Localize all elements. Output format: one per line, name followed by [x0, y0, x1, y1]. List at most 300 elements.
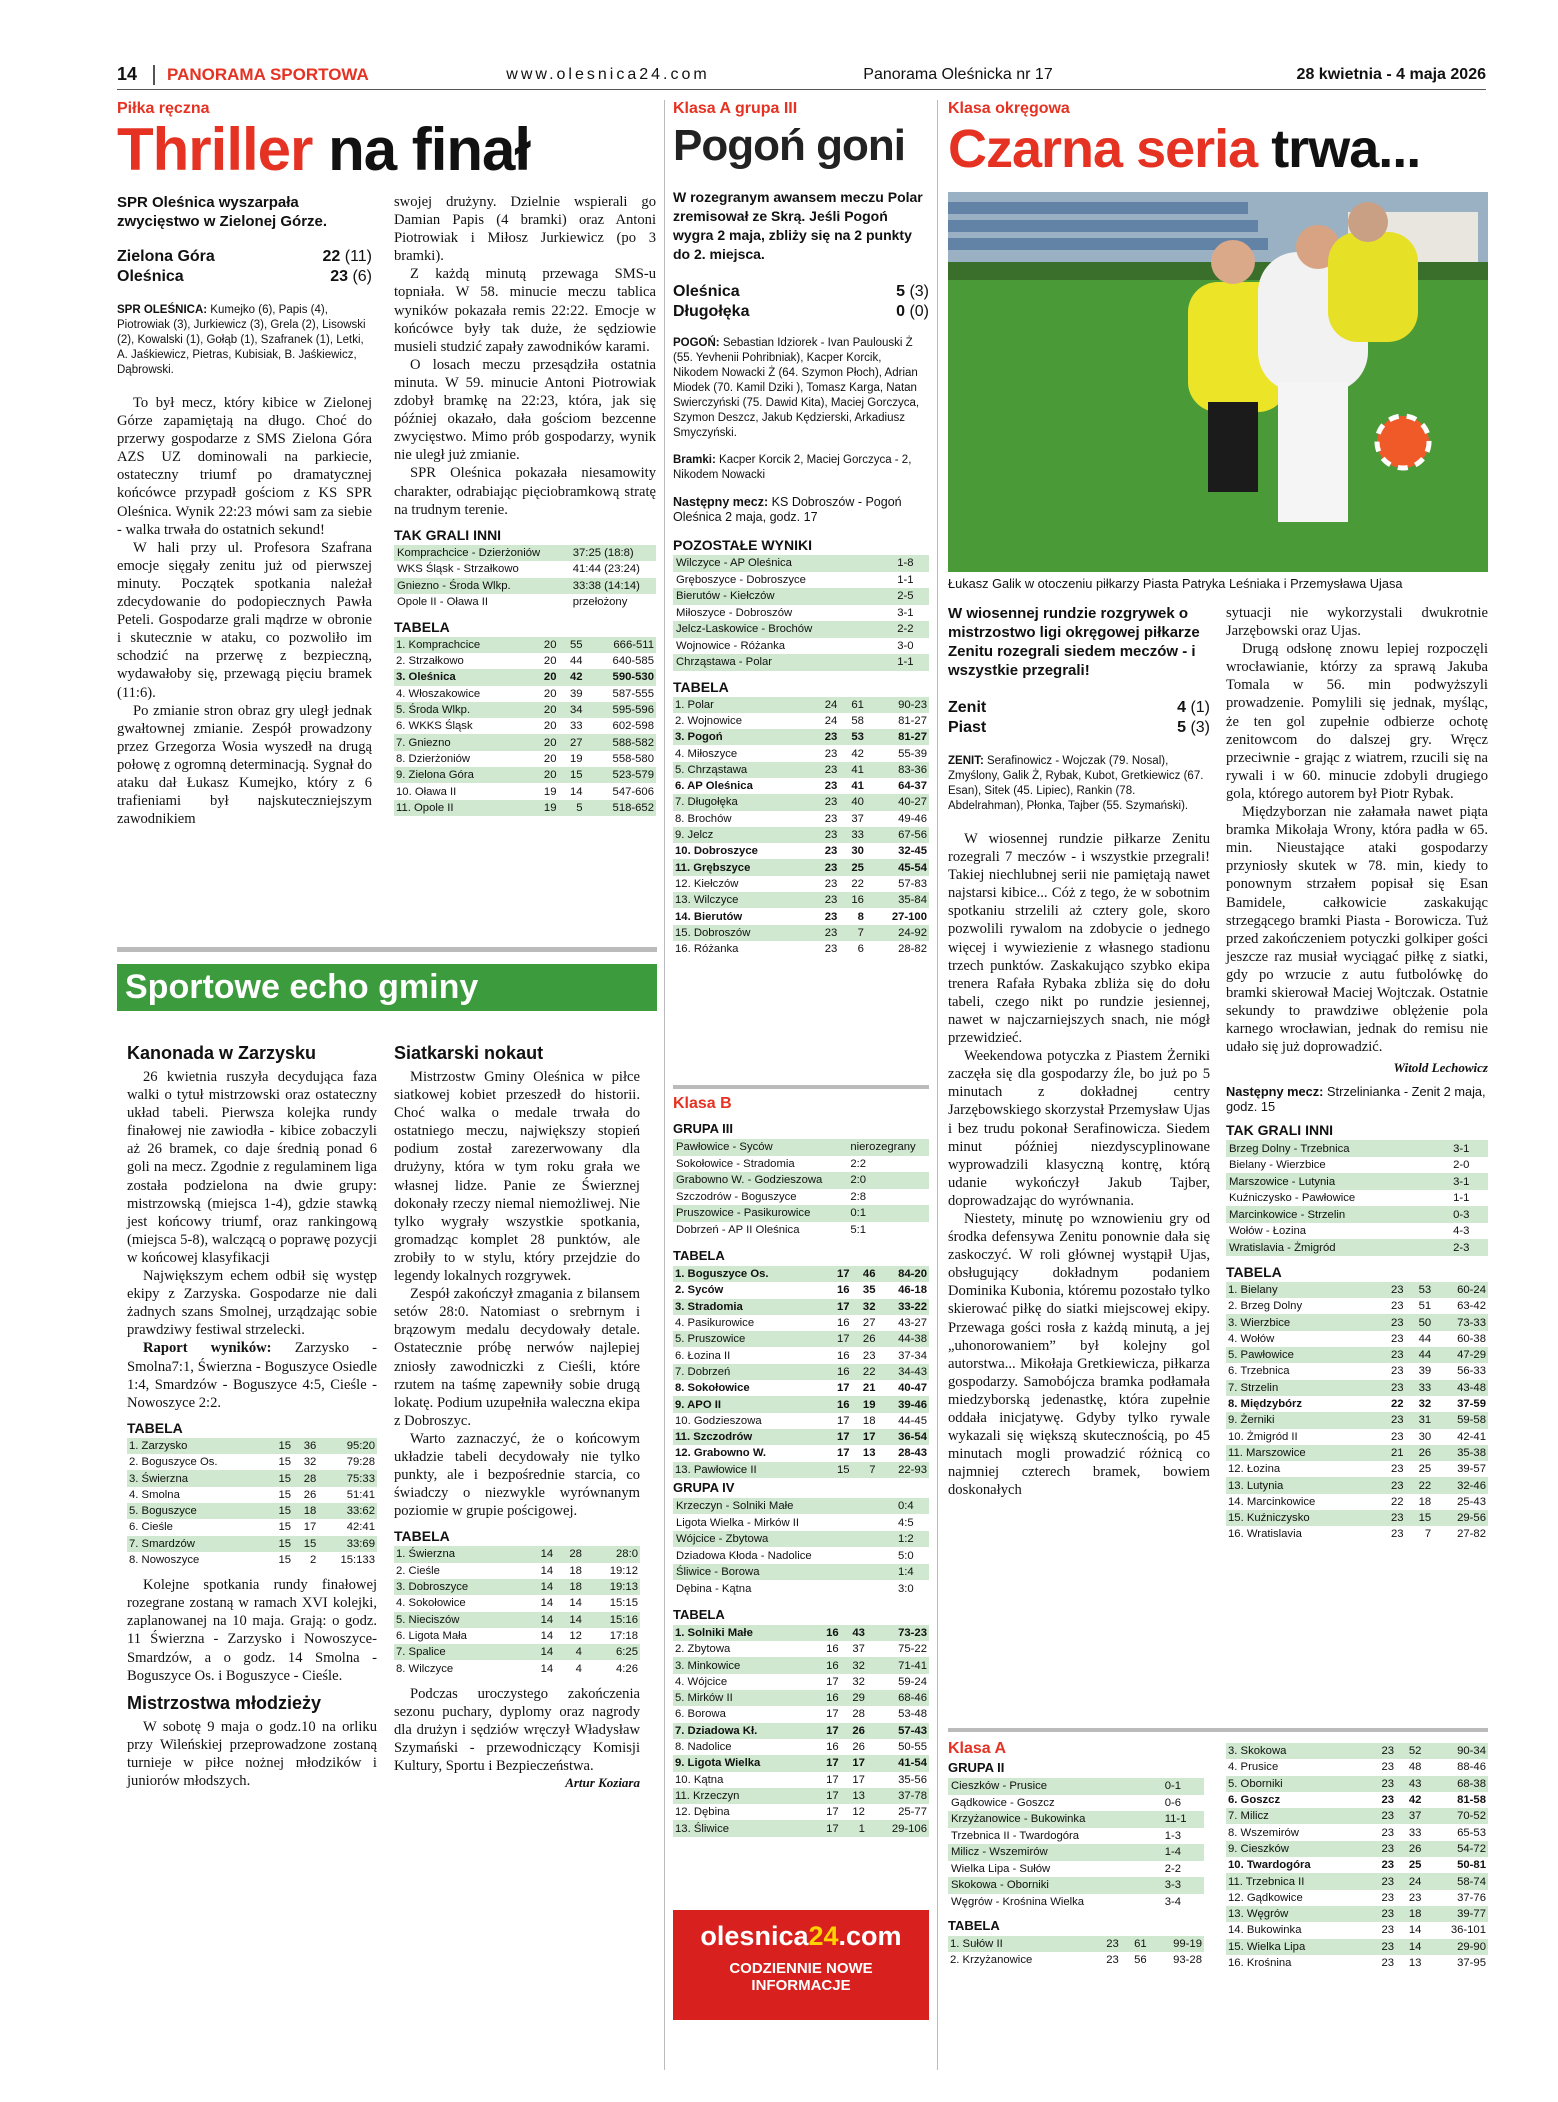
table-row [673, 1547, 929, 1564]
ad-banner[interactable] [673, 1910, 929, 2020]
table-cell: 23 [1381, 1891, 1395, 1904]
table-cell: 2-3 [1450, 1239, 1488, 1256]
table-cell: 23 [1378, 1510, 1406, 1526]
table-cell: 6:25 [584, 1644, 640, 1660]
table-cell: 1 [841, 1820, 867, 1836]
league-table [673, 697, 929, 958]
table-cell: 20 [532, 637, 558, 653]
ad-brand-num: 24 [808, 1921, 839, 1951]
table-row [948, 1877, 1204, 1894]
table-row [1226, 1526, 1488, 1542]
table-cell: 558-580 [612, 752, 654, 765]
author: Witold Lechowicz [1393, 1060, 1488, 1076]
table-cell: 2-2 [1164, 1862, 1182, 1875]
table-row [673, 1364, 929, 1380]
table-cell: 46 [852, 1266, 878, 1282]
table-row [673, 1315, 929, 1331]
table-cell: 26 [303, 1488, 317, 1501]
table-cell: 30 [1418, 1430, 1432, 1443]
table-cell: 1-8 [894, 555, 929, 572]
table-row [673, 1413, 929, 1429]
table-cell: 33:38 (14:14) [570, 578, 656, 595]
scoreboard [948, 698, 1210, 738]
table-cell: 2-5 [894, 588, 929, 605]
table-cell: 42:41 [346, 1521, 375, 1534]
score-row [117, 267, 372, 287]
table-cell: 1:4 [895, 1564, 929, 1581]
table-row [673, 605, 929, 622]
table-cell: Dobrzeń - AP II Oleśnica [676, 1223, 800, 1236]
table-cell: 33-22 [878, 1299, 930, 1315]
table-row [394, 1579, 640, 1595]
goals: 23 [330, 268, 348, 285]
table-cell: 9. Jelcz [673, 827, 813, 843]
paragraph [127, 1339, 377, 1411]
paragraph: 26 kwietnia ruszyła decydująca faza walki o tytuł mistrzowski oraz ostateczny układ tabeli. Pierwsza kolejka rundy finałowej nie zawiodła - kibice zobaczyli aż 26 bramek, co daje średnią ponad 6 goli na mecz. Zgodnie z regulaminem liga została podzielona na dwie grupy: mistrzowską (miejsca 1-4), gdzie stawką jest końcowy triumf, oraz rankingową (miejsca 5-8), walczącą o poprawę pozycji w końcowej klasyfikacji [127, 1069, 377, 1266]
echo-box [117, 947, 657, 1011]
league-table [394, 1546, 640, 1676]
table-cell: 17 [826, 1266, 852, 1282]
table-cell: 34-43 [878, 1364, 930, 1380]
table-cell: 5 [559, 800, 585, 816]
table-row [673, 778, 929, 794]
table-cell: 3. Wierzbice [1226, 1314, 1378, 1330]
table-cell: 42 [559, 669, 585, 685]
body-text [127, 1718, 377, 1790]
kicker: Klasa okręgowa [948, 100, 1070, 117]
table-cell: 6. Ligota Mała [396, 1629, 467, 1642]
paragraph: Weekendowa potyczka z Piastem Żerniki zaczęła się dla gospodarzy źle, bo już po 5 minutach z dokładnej centry Jarzębowskiego skorzystał Przemysław Ujas i bez trudu pokonał Serafinowicza. Siedem minut później niezdyscyplinowane wyprowadzili klasyczną kontrę, którą udanie wykończył Jakub Tajber, doprowadzając do wyrównania. [948, 1048, 1210, 1209]
echo-title: Sportowe echo gminy [117, 964, 657, 1011]
table-row [673, 1299, 929, 1315]
table-cell: Wilczyce - AP Oleśnica [673, 555, 894, 572]
table-row [673, 1156, 929, 1173]
table-cell: 13 [841, 1788, 867, 1804]
table-cell: 28-82 [898, 943, 927, 956]
table-cell: 23 [1369, 1841, 1396, 1857]
table-cell: 19 [852, 1396, 878, 1412]
table-cell: 24-92 [866, 925, 929, 941]
table-row [673, 621, 929, 638]
table-cell: 1:2 [895, 1531, 929, 1548]
table-cell: 18 [555, 1579, 584, 1595]
table-cell: 50-55 [898, 1741, 927, 1754]
table-cell: 51:41 [346, 1488, 375, 1501]
table-cell: 23 [1381, 1761, 1395, 1774]
table-cell: 33 [569, 720, 583, 733]
body-text [948, 830, 1210, 1499]
table-cell: 4. Miłoszyce [675, 747, 738, 760]
table-cell: 20 [543, 752, 557, 765]
table-row [394, 1660, 640, 1676]
table-cell: 29-106 [867, 1820, 929, 1836]
table-cell: 44-45 [898, 1414, 927, 1427]
lead: SPR Oleśnica wyszarpała zwycięstwo w Zielonej Górze. [117, 194, 328, 230]
table-row [673, 1331, 929, 1347]
table-row [394, 1546, 640, 1562]
table-cell: 23 [813, 794, 840, 810]
table-cell: Milicz - Wszemirów [948, 1844, 1162, 1861]
table-cell: Marszowice - Lutynia [1226, 1173, 1450, 1190]
table-row [1226, 1445, 1488, 1461]
table-cell: 16 [814, 1625, 840, 1641]
table-cell: 22 [1391, 1398, 1404, 1411]
table-cell: 28 [852, 1708, 865, 1721]
table-cell: 55-39 [898, 747, 927, 760]
table-cell: 35-38 [1433, 1445, 1488, 1461]
table-cell: 15 [268, 1470, 293, 1486]
table-cell: 22 [1391, 1495, 1404, 1508]
table-cell: 7 [852, 1462, 878, 1478]
table-cell: Skokowa - Oborniki [948, 1877, 1162, 1894]
table-cell: 20 [532, 767, 558, 783]
table-cell: 3. Oleśnica [394, 669, 532, 685]
table-cell: 19 [543, 785, 557, 798]
kicker: Klasa A [948, 1740, 1007, 1757]
table-cell: 13. Węgrów [1226, 1906, 1369, 1922]
table-cell: 587-555 [612, 687, 654, 700]
half: (11) [344, 248, 372, 265]
table-cell: 37-95 [1457, 1957, 1486, 1969]
table-cell: 6. Łozina II [675, 1349, 731, 1362]
table-row [394, 1612, 640, 1628]
table-cell: 23 [824, 943, 838, 956]
table-cell: 3-1 [897, 606, 914, 619]
table-cell: 44 [569, 655, 583, 668]
table-cell: 5. Boguszyce [127, 1503, 268, 1519]
table-cell: 16 [836, 1317, 850, 1330]
table-cell: 22 [1406, 1477, 1434, 1493]
site-url[interactable]: www.olesnica24.com [506, 65, 710, 83]
table-cell: 8. Nowoszyce [129, 1554, 200, 1566]
table-cell: 53 [839, 729, 866, 745]
table-cell: 23 [1381, 1859, 1395, 1872]
table-cell: 14 [569, 1597, 582, 1610]
lineup [948, 754, 1210, 814]
table-cell: 42-41 [1457, 1430, 1486, 1443]
table-cell: 68-38 [1423, 1776, 1488, 1792]
table-cell: 26 [841, 1723, 867, 1739]
table-cell: 36-101 [1450, 1924, 1486, 1937]
table-row [673, 827, 929, 843]
table-cell: 15 [278, 1456, 292, 1469]
table-row [1226, 1190, 1488, 1207]
table-cell: 46-18 [898, 1284, 927, 1297]
table-cell: 37 [1396, 1808, 1423, 1824]
table-cell: 3. Minkowice [673, 1657, 814, 1673]
table-row [673, 654, 929, 671]
page-number: 14 [117, 64, 138, 84]
table-cell: Opole II - Oława II [397, 596, 489, 609]
table-row [1226, 1331, 1488, 1347]
paragraph: Zespół zakończył zmagania z bilansem setów 28:0. Natomiast o srebrnym i brązowym medalu decydowały detale. Ostatecznie próbę nerwów najlepiej zniosły zawodniczki z Cieśli, które rzutem na taśmę zapewniły sobie drugą lokatę. Podium uzupełniła waleczna ekipa z Dobroszyc. [394, 1286, 640, 1429]
table-cell: 15 [278, 1488, 292, 1501]
table-cell: 57-43 [867, 1723, 929, 1739]
table-cell: 23 [813, 925, 840, 941]
table-cell: 4. Sokołowice [396, 1597, 466, 1610]
table-cell: 13. Wilczyce [673, 892, 813, 908]
table-cell: 18 [293, 1503, 318, 1519]
table-cell: 23 [813, 859, 840, 875]
next-text: Strzelinianka - Zenit 2 maja, godz. 15 [1226, 1084, 1486, 1115]
table-cell: 18 [1396, 1906, 1423, 1922]
table-cell: 84-20 [878, 1266, 930, 1282]
group-title: GRUPA IV [673, 1479, 735, 1495]
table-row [673, 1498, 929, 1515]
table-row [673, 1657, 929, 1673]
table-row [948, 1936, 1204, 1952]
table-cell: 20 [532, 702, 558, 718]
table-row [673, 1690, 929, 1706]
table-row [127, 1438, 377, 1454]
table-cell: 16 [826, 1396, 852, 1412]
table-cell: 8. Nadolice [675, 1741, 732, 1754]
table-cell: 7. Strzelin [1226, 1380, 1378, 1396]
table-cell: 65-53 [1457, 1826, 1486, 1839]
table-row [394, 1628, 640, 1644]
table-row [673, 1804, 929, 1820]
table-row [673, 1674, 929, 1690]
table-cell: 20 [532, 669, 558, 685]
table-cell: 8. Wilczyce [396, 1662, 454, 1675]
table-cell: 3. Skokowa [1226, 1743, 1369, 1759]
goals: 5 [1177, 719, 1186, 736]
table-cell: Ligota Wielka - Mirków II [676, 1516, 800, 1529]
half: (0) [909, 303, 929, 320]
table-cell: Gniezno - Środa Wlkp. [394, 578, 570, 595]
team: Oleśnica [673, 283, 740, 300]
paragraph: Warto zaznaczyć, że o końcowym układzie tabeli decydowały nie tylko punkty, ale i bezpośrednie starcia, co świadczy o niezwykle wyrównanym poziomie w grupie pościgowej. [394, 1430, 640, 1520]
table-row [948, 1952, 1204, 1968]
table-row [127, 1470, 377, 1486]
echo-col1 [127, 1043, 377, 1790]
table-cell: 28-43 [898, 1447, 927, 1460]
table-cell: 17 [836, 1447, 850, 1460]
table-cell: 50-81 [1457, 1859, 1486, 1872]
table-cell: 17 [814, 1723, 840, 1739]
table-cell: 10. Dobroszyce [675, 845, 758, 858]
table-cell: 0-1 [1162, 1778, 1204, 1795]
table-row [673, 1396, 929, 1412]
table-title: TABELA [1226, 1263, 1282, 1280]
page-header [117, 60, 1486, 90]
table-cell: 34 [559, 702, 585, 718]
table-title: TABELA [948, 1918, 1000, 1933]
table-row [1226, 1873, 1488, 1889]
ad-brand-tld: .com [838, 1921, 902, 1951]
issue-date: 28 kwietnia - 4 maja 2026 [1296, 65, 1486, 83]
paragraph: SPR Oleśnica pokazała niesamowity charakter, odrabiając pięciobramkową stratę na trudnym terenie. [394, 465, 656, 518]
table-cell: 17 [836, 1382, 850, 1395]
table-cell: 32-45 [898, 845, 927, 858]
table-cell: 23 [862, 1349, 876, 1362]
results-table [673, 555, 929, 671]
body-text [127, 1068, 377, 1412]
table-cell: 41 [851, 780, 864, 793]
table-cell: 28:0 [584, 1546, 640, 1562]
table-cell: 1-1 [894, 654, 929, 671]
table-cell: 44-38 [878, 1331, 930, 1347]
table-cell: 57-83 [898, 877, 927, 890]
headline-red: Thriller [117, 116, 313, 183]
section-name: PANORAMA SPORTOWA [153, 65, 423, 85]
table-cell: 23 [1381, 1794, 1395, 1807]
headline [948, 119, 1488, 179]
table-cell: 40 [839, 794, 866, 810]
table-row [394, 653, 656, 669]
issue-number: Panorama Oleśnicka nr 17 [863, 65, 1053, 83]
table-row [1226, 1282, 1488, 1298]
paragraph: Podczas uroczystego zakończenia sezonu puchary, dyplomy oraz nagrody dla drużyn i sędziów wręczył Władysław Szymański - przewodniczący Komisji Kultury, Sportu i Bezpieczeństwa. [394, 1685, 640, 1775]
table-cell: 23 [824, 845, 838, 858]
table-row [394, 800, 656, 816]
table-cell: 547-606 [612, 785, 654, 798]
table-cell: 23 [1391, 1463, 1404, 1476]
table-cell: 43-48 [1433, 1380, 1488, 1396]
score-row [673, 282, 929, 302]
table-cell: Szczodrów - Boguszyce [676, 1190, 797, 1203]
table-title: TABELA [673, 1606, 725, 1622]
lineup-label: POGOŃ: [673, 337, 720, 349]
table-row [1226, 1206, 1488, 1223]
table-cell: 63-42 [1457, 1300, 1486, 1313]
table-cell: 4-3 [1453, 1225, 1470, 1238]
table-row [394, 767, 656, 783]
table-row [1226, 1922, 1488, 1938]
table-cell: 15. Wielka Lipa [1226, 1939, 1369, 1955]
table-cell: 37 [851, 812, 864, 825]
table-cell: 18 [862, 1414, 876, 1427]
table-cell: Sokołowice - Stradomia [676, 1157, 795, 1170]
table-cell: 1. Świerzna [394, 1546, 526, 1562]
table-cell: 8 [857, 910, 864, 923]
table-cell: 36-54 [878, 1429, 930, 1445]
table-cell: 15 [278, 1554, 292, 1566]
half: (3) [1190, 719, 1210, 736]
table-row [1226, 1429, 1488, 1445]
table-row [673, 555, 929, 572]
table-cell: 23 [824, 812, 838, 825]
table-row [1226, 1857, 1488, 1873]
table-cell: 14 [526, 1612, 555, 1628]
table-cell: 17 [826, 1331, 852, 1347]
table-cell: 16 [814, 1690, 840, 1706]
table-row [673, 1820, 929, 1836]
next-match [1226, 1084, 1488, 1114]
league-table [948, 1936, 1204, 1969]
table-cell: Węgrów - Krośnina Wielka [951, 1895, 1085, 1908]
table-cell: 7 [839, 925, 866, 941]
table-row [673, 1429, 929, 1445]
table-row [673, 1282, 929, 1298]
paragraph: W sobotę 9 maja o godz.10 na orliku przy Wileńskiej przeprowadzone zostaną turnieje w piłce nożnej młodzików i juniorów młodszych. [127, 1718, 377, 1789]
table-row [1226, 1759, 1488, 1775]
table-title: TABELA [673, 678, 729, 695]
table-cell: 22-93 [878, 1462, 930, 1478]
table-cell: 14. Marcinkowice [1228, 1495, 1316, 1508]
table-cell: 15. Kuźniczysko [1226, 1510, 1378, 1526]
table-cell: 40-47 [898, 1382, 927, 1395]
league-table [394, 637, 656, 816]
table-row [127, 1503, 377, 1519]
table-cell: 14 [569, 785, 583, 798]
table-row [1226, 1890, 1488, 1906]
table-row [127, 1519, 377, 1535]
photo-credit: Fot. Witold Lechowicz [924, 433, 935, 521]
score-row [948, 698, 1210, 718]
table-cell: Śliwice - Borowa [673, 1564, 895, 1581]
table-cell: 3. Stradomia [673, 1299, 826, 1315]
table-cell: 25 [1408, 1859, 1422, 1872]
table-cell: 1. Zarzysko [127, 1438, 268, 1454]
table-cell: 40-27 [866, 794, 929, 810]
table-cell: 2:8 [850, 1190, 867, 1203]
table-row [948, 1894, 1204, 1911]
table-cell: 33 [1406, 1380, 1434, 1396]
table-cell: 42 [1408, 1794, 1422, 1807]
lineup-text: Sebastian Idziorek - Ivan Paulouski Ż (55. Yevhenii Pohribniak), Kacper Korcik, Nikodem Nowacki Ż (64. Szymon Płoch), Adrian Miodek (70. Kamil Dziki ), Tomasz Karga, Natan Swierczyński (75. Dawid Kita), Maciej Gorczyca, Szymon Deszcz, Jakub Kędzierski, Arkadiusz Smyczyński. [673, 337, 920, 439]
table-row [1226, 1223, 1488, 1240]
table-cell: 61 [1121, 1936, 1149, 1952]
team: Długołęka [673, 303, 750, 320]
table-cell: 3. Świerzna [127, 1470, 268, 1486]
table-cell: Miłoszyce - Dobroszów [676, 606, 793, 619]
paragraph: Niestety, minutę po wznowieniu gry od środka defensywa Zenitu ponownie dała się zaskoczyć. W roli głównej wystąpił Ujas, obsługujący dokładnym podaniem Dominika Kubonia, któremu pozostało tylko skierować piłkę do siatki miejscowej ekipy. Przewaga gości rosła z każdą minutą, a jej „uhonorowaniem” był kolejny gol autorstwa... Mikołaja Gretkiewicza, piłkarza gospodarzy. Samobójcza bramka podłamała miedzyborską jedenastkę, która zupełnie oddała inicjatywę. Gdyby tylko rywale wykazali się większą skutecznością, po 45 minutach mogli prowadzić różnicą co najmniej czterech bramek, bowiem doskonałych [948, 1210, 1210, 1499]
table-row [673, 713, 929, 729]
lineup-label: SPR OLEŚNICA: [117, 304, 208, 316]
table-cell: Brzeg Dolny - Trzebnica [1226, 1140, 1450, 1157]
table-cell: 32 [303, 1456, 317, 1469]
lineup [117, 303, 372, 378]
table-row [673, 1514, 929, 1531]
table-row [1226, 1140, 1488, 1157]
table-cell: 14 [526, 1579, 555, 1595]
table-row [673, 1723, 929, 1739]
table-cell: 39-46 [878, 1396, 930, 1412]
table-row [673, 843, 929, 859]
table-cell: Chrząstawa - Polar [673, 654, 894, 671]
team: Zielona Góra [117, 248, 215, 265]
lineup [673, 336, 929, 441]
table-cell: 4. Wołów [1228, 1332, 1275, 1345]
table-cell: 0-6 [1164, 1796, 1182, 1809]
table-cell: 14 [1396, 1939, 1423, 1955]
table-cell: 8. Międzybórz [1228, 1398, 1303, 1411]
table-cell: 15:16 [584, 1612, 640, 1628]
results-table [1226, 1140, 1488, 1256]
paragraph: To był mecz, który kibice w Zielonej Górze zapamiętają na długo. Choć do przerwy gospodarze z SMS Zielona Góra AZS UZ dominowali na parkiecie, ostateczny triumf po dramatycznej końcówce przypadł gościom z KS SPR Oleśnica. Wynik 22:23 mówi sam za siebie - walka trwała do ostatnich sekund! [117, 395, 372, 538]
table-row [673, 1189, 929, 1206]
table-cell: 13. Śliwice [673, 1820, 814, 1836]
lineup-text: Serafinowicz - Wojczak (79. Nosal), Zmyślony, Galik Ż, Rybak, Kubot, Gretkiewicz (67. Esan), Sitek (45. Lipiec), Rankin (78. Abdelrahman), Płonka, Tajber (55. Szymański). [948, 755, 1204, 812]
table-row [394, 783, 656, 799]
table-row [1226, 1792, 1488, 1808]
table-row [1226, 1314, 1488, 1330]
table-cell: 59-58 [1433, 1412, 1488, 1428]
table-row [1226, 1906, 1488, 1922]
results-table [673, 1498, 929, 1597]
table-cell: 9. APO II [673, 1396, 826, 1412]
table-cell: 11. Krzeczyn [673, 1788, 814, 1804]
table-cell: 60-38 [1457, 1332, 1486, 1345]
table-cell: 26 [852, 1331, 878, 1347]
league-table [673, 1266, 929, 1478]
table-cell: 27 [559, 734, 585, 750]
table-cell: 2. Boguszyce Os. [129, 1456, 218, 1469]
report-label: Raport wyników: [143, 1340, 272, 1357]
table-cell: 70-52 [1423, 1808, 1488, 1824]
table-cell: 17 [814, 1820, 840, 1836]
